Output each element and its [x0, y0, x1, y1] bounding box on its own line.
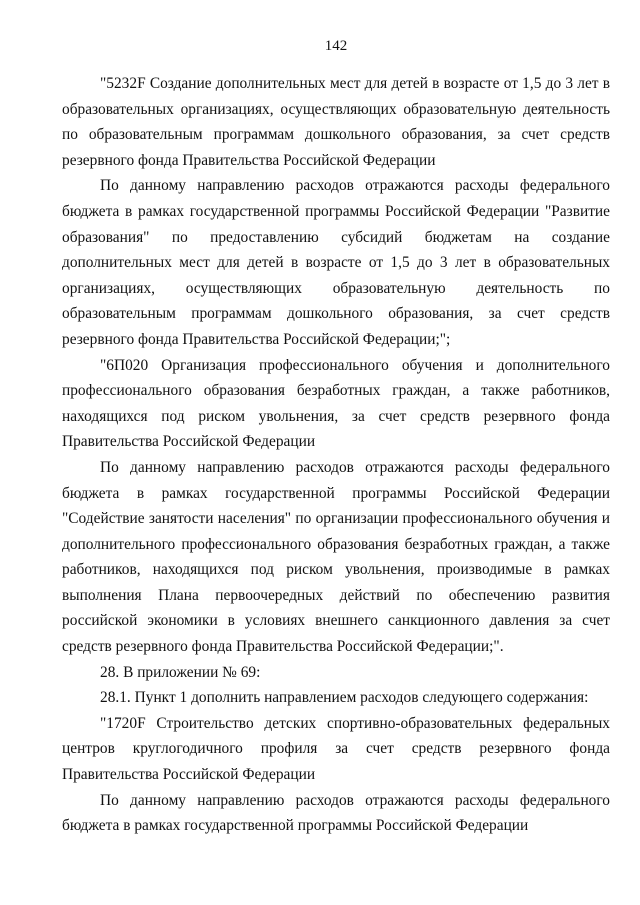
paragraph-1720f-title: "1720F Строительство детских спортивно-образовательных федеральных центров круглогодичного профиля за счет средств резервного фонда Правительства Российской Федерации — [62, 714, 610, 784]
paragraph-6p020-title: "6П020 Организация профессионального обучения и дополнительного профессионального образования безработных граждан, а также работников, находящихся под риском увольнения, за счет средств резервного фонда Правительства Российской Федерации — [62, 356, 610, 451]
page-number: 142 — [324, 38, 348, 54]
paragraph-5232f-title: "5232F Создание дополнительных мест для детей в возрасте от 1,5 до 3 лет в образовательных организациях, осуществляющих образовательную деятельность по образовательным программам дошкольного образования, за счет средств резервного фонда Правительства Российской Федерации — [62, 75, 610, 169]
paragraph-item-28: 28. В приложении № 69: — [100, 663, 261, 681]
paragraph-5232f-description: По данному направлению расходов отражаются расходы федерального бюджета в рамках государственной программы Российской Федерации "Развитие образования" по предоставлению субсидий бюджетам на создание дополнительных мест для детей в возрасте от 1,5 до 3 лет в образовательных организациях, осуществляющих образовательную деятельность по образовательным программам дошкольного образования, за счет средств резервного фонда Правительства Российской Федерации;"; — [62, 177, 610, 348]
paragraph-item-28-1: 28.1. Пункт 1 дополнить направлением расходов следующего содержания: — [100, 689, 589, 707]
paragraph-6p020-description: По данному направлению расходов отражаются расходы федерального бюджета в рамках государственной программы Российской Федерации "Содействие занятости населения" по организации профессионального обучения и дополнительного профессионального образования безработных граждан, а также работников, находящихся под риском увольнения, производимые в рамках выполнения Плана первоочередных действий по обеспечению развития российской экономики в условиях внешнего санкционного давления за счет средств резервного фонда Правительства Российской Федерации;". — [62, 458, 610, 656]
paragraph-1720f-description: По данному направлению расходов отражаются расходы федерального бюджета в рамках государственной программы Российской Федерации — [62, 791, 610, 835]
